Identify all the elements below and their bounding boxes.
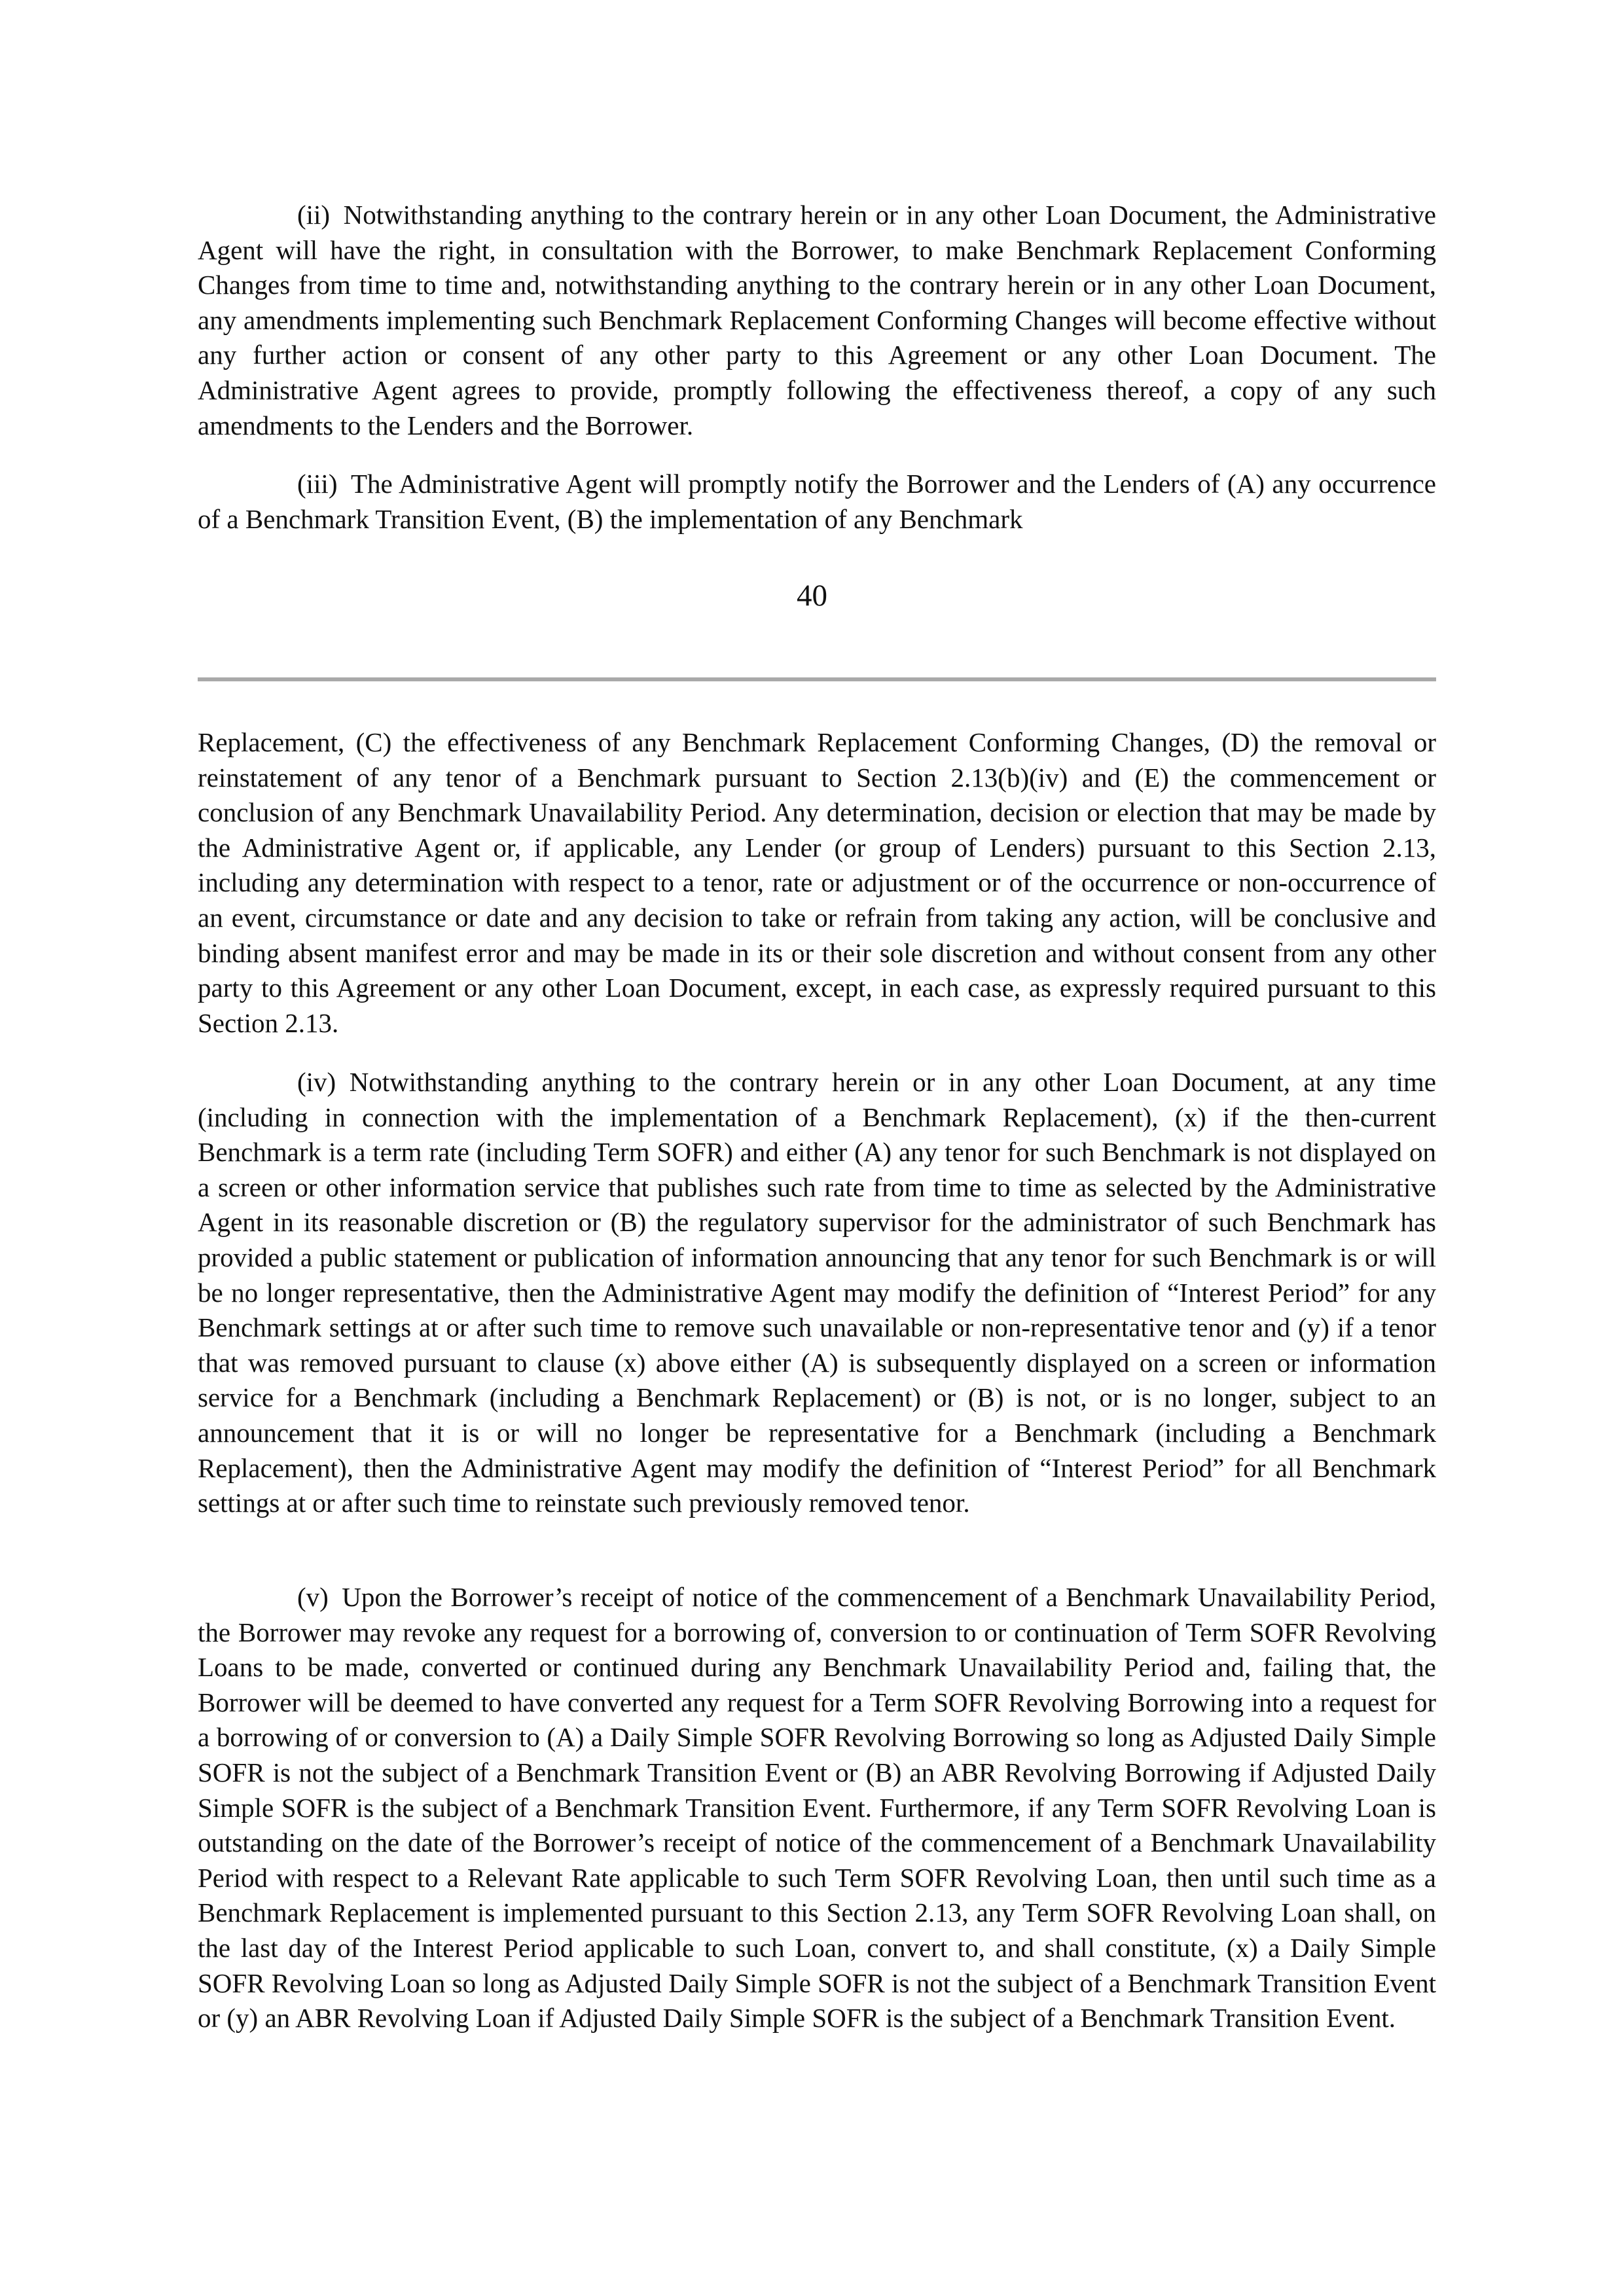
paragraph-iii-continued: Replacement, (C) the effectiveness of any Benchmark Replacement Conforming Changes, (D) the removal or reinstatement of any tenor of a Benchmark pursuant to Section 2.13(b)(iv) and (E) the commencement or conclusion of any Benchmark Unavailability Period. Any determination, decision or election that may be made by the Administrative Agent or, if applicable, any Lender (or group of Lenders) pursuant to this Section 2.13, including any determination with respect to a tenor, rate or adjustment or of the occurrence or non-occurrence of an event, circumstance or date and any decision to take or refrain from taking any action, will be conclusive and binding absent manifest error and may be made in its or their sole discretion and without consent from any other party to this Agreement or any other Loan Document, except, in each case, as expressly required pursuant to this Section 2.13. [198, 727, 1436, 1038]
page-break-divider [198, 677, 1436, 681]
paragraph-iv: (iv) Notwithstanding anything to the contrary herein or in any other Loan Document, at any time (including in connection with the implementation of a Benchmark Replacement), (x) if the then-current Benchmark is a term rate (including Term SOFR) and either (A) any tenor for such Benchmark is not displayed on a screen or other information service that publishes such rate from time to time as selected by the Administrative Agent in its reasonable discretion or (B) the regulatory supervisor for the administrator of such Benchmark has provided a public statement or publication of information announcing that any tenor for such Benchmark is or will be no longer representative, then the Administrative Agent may modify the definition of “Interest Period” for any Benchmark settings at or after such time to remove such unavailable or non-representative tenor and (y) if a tenor that was removed pursuant to clause (x) above either (A) is subsequently displayed on a screen or information service for a Benchmark (including a Benchmark Replacement) or (B) is not, or is no longer, subject to an announcement that it is or will no longer be representative for a Benchmark (including a Benchmark Replacement), then the Administrative Agent may modify the definition of “Interest Period” for all Benchmark settings at or after such time to reinstate such previously removed tenor. [198, 1067, 1436, 1518]
paragraph-iii: (iii) The Administrative Agent will promptly notify the Borrower and the Lenders of (A) any occurrence of a Benchmark Transition Event, (B) the implementation of any Benchmark [198, 469, 1436, 534]
paragraph-ii: (ii) Notwithstanding anything to the contrary herein or in any other Loan Document, the Administrative Agent will have the right, in consultation with the Borrower, to make Benchmark Replacement Conforming Changes from time to time and, notwithstanding anything to the contrary herein or in any other Loan Document, any amendments implementing such Benchmark Replacement Conforming Changes will become effective without any further action or consent of any other party to this Agreement or any other Loan Document. The Administrative Agent agrees to provide, promptly following the effectiveness thereof, a copy of any such amendments to the Lenders and the Borrower. [198, 200, 1436, 440]
paragraph-v: (v) Upon the Borrower’s receipt of notice of the commencement of a Benchmark Unavailability Period, the Borrower may revoke any request for a borrowing of, conversion to or continuation of Term SOFR Revolving Loans to be made, converted or continued during any Benchmark Unavailability Period and, failing that, the Borrower will be deemed to have converted any request for a Term SOFR Revolving Borrowing into a request for a borrowing of or conversion to (A) a Daily Simple SOFR Revolving Borrowing so long as Adjusted Daily Simple SOFR is not the subject of a Benchmark Transition Event or (B) an ABR Revolving Borrowing if Adjusted Daily Simple SOFR is the subject of a Benchmark Transition Event. Furthermore, if any Term SOFR Revolving Loan is outstanding on the date of the Borrower’s receipt of notice of the commencement of a Benchmark Unavailability Period with respect to a Relevant Rate applicable to such Term SOFR Revolving Loan, then until such time as a Benchmark Replacement is implemented pursuant to this Section 2.13, any Term SOFR Revolving Loan shall, on the last day of the Interest Period applicable to such Loan, convert to, and shall constitute, (x) a Daily Simple SOFR Revolving Loan so long as Adjusted Daily Simple SOFR is not the subject of a Benchmark Transition Event or (y) an ABR Revolving Loan if Adjusted Daily Simple SOFR is the subject of a Benchmark Transition Event. [198, 1582, 1436, 2034]
page-number: 40 [797, 579, 827, 613]
